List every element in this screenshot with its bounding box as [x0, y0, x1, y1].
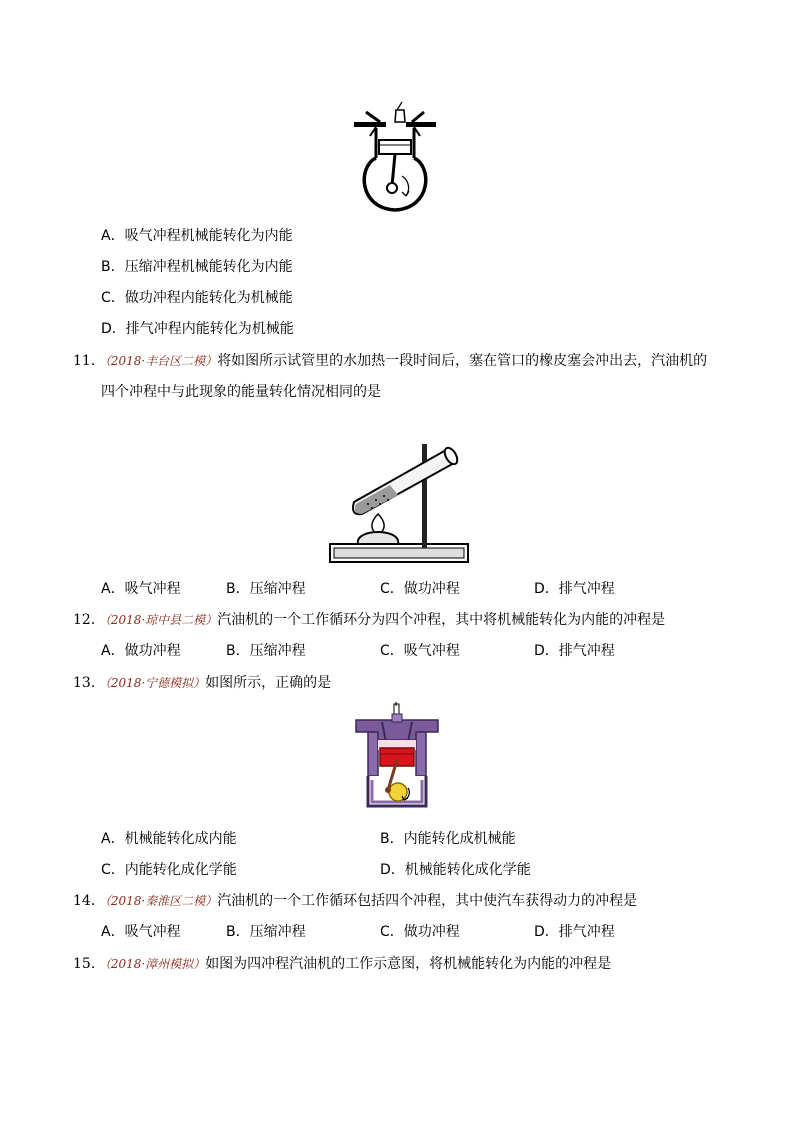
q10-option-a[interactable]: A．吸气冲程机械能转化为内能 — [101, 228, 293, 244]
q11-number: 11． — [73, 353, 105, 369]
q11-option-b[interactable]: B．压缩冲程 — [226, 581, 306, 597]
q12-option-d[interactable]: D．排气冲程 — [534, 643, 615, 659]
q11-text-line1: 将如图所示试管里的水加热一段时间后，塞在管口的橡皮塞会冲出去，汽油机的 — [217, 353, 708, 369]
q12-source: （2018·琼中县二模） — [104, 613, 218, 627]
q12-stem — [73, 610, 665, 630]
q13-option-c[interactable]: C．内能转化成化学能 — [101, 862, 237, 878]
q14-source: （2018·秦淮区二模） — [104, 894, 218, 908]
q14-text: 汽油机的一个工作循环包括四个冲程，其中使汽车获得动力的冲程是 — [217, 893, 638, 909]
q13-source: （2018·宁德模拟） — [104, 676, 206, 690]
q15-stem — [73, 954, 611, 974]
q11-source: （2018·丰台区二模） — [104, 354, 218, 368]
q12-number: 12． — [73, 612, 105, 628]
q14-option-b[interactable]: B．压缩冲程 — [226, 924, 306, 940]
q12-option-c[interactable]: C．吸气冲程 — [380, 643, 460, 659]
test-tube-heating-figure — [328, 428, 470, 570]
q14-number: 14． — [73, 893, 105, 909]
q15-source: （2018·漳州模拟） — [104, 957, 206, 971]
q13-stem — [73, 673, 331, 693]
q10-option-b[interactable]: B．压缩冲程机械能转化为内能 — [101, 259, 293, 275]
q11-stem — [73, 351, 707, 371]
q13-option-a[interactable]: A．机械能转化成内能 — [101, 831, 237, 847]
q13-option-d[interactable]: D．机械能转化成化学能 — [380, 862, 531, 878]
q15-text: 如图为四冲程汽油机的工作示意图，将机械能转化为内能的冲程是 — [205, 956, 612, 972]
q11-option-a[interactable]: A．吸气冲程 — [101, 581, 181, 597]
q14-option-a[interactable]: A．吸气冲程 — [101, 924, 181, 940]
q15-number: 15． — [73, 956, 105, 972]
q13-option-b[interactable]: B．内能转化成机械能 — [380, 831, 516, 847]
q10-option-d[interactable]: D．排气冲程内能转化为机械能 — [101, 321, 294, 337]
q14-option-d[interactable]: D．排气冲程 — [534, 924, 615, 940]
q10-option-c[interactable]: C．做功冲程内能转化为机械能 — [101, 290, 293, 306]
q13-number: 13． — [73, 675, 105, 691]
engine-stroke-figure — [352, 100, 438, 216]
colored-engine-figure — [354, 702, 440, 816]
q14-option-c[interactable]: C．做功冲程 — [380, 924, 460, 940]
q13-text: 如图所示，正确的是 — [205, 675, 332, 691]
q11-option-c[interactable]: C．做功冲程 — [380, 581, 460, 597]
q11-option-d[interactable]: D．排气冲程 — [534, 581, 615, 597]
q12-option-b[interactable]: B．压缩冲程 — [226, 643, 306, 659]
q14-stem — [73, 891, 637, 911]
q11-stem-line2: 四个冲程中与此现象的能量转化情况相同的是 — [101, 384, 381, 400]
q12-option-a[interactable]: A．做功冲程 — [101, 643, 181, 659]
q12-text: 汽油机的一个工作循环分为四个冲程，其中将机械能转化为内能的冲程是 — [217, 612, 666, 628]
